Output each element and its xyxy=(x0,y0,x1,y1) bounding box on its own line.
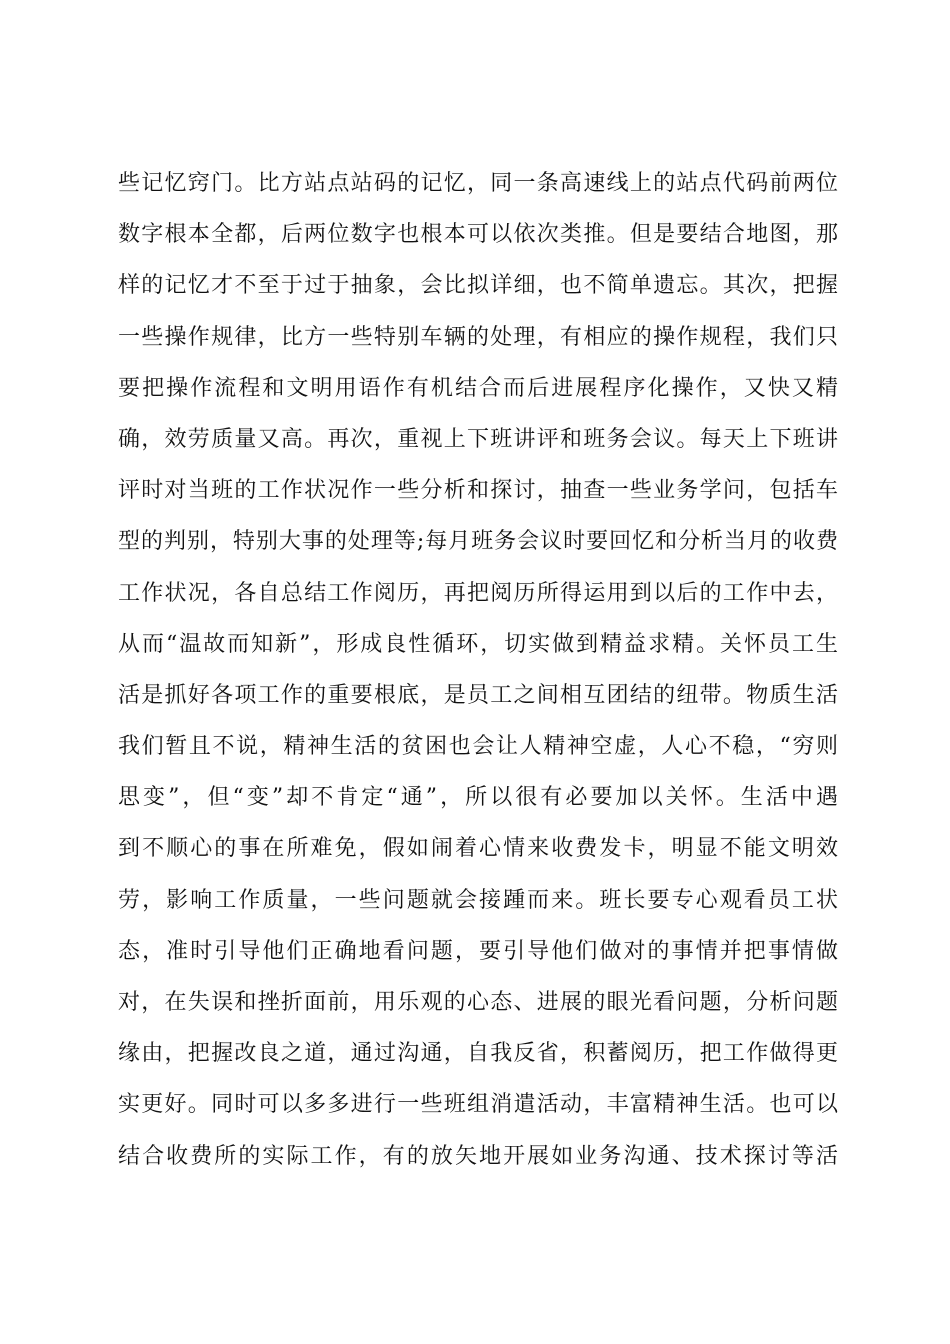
text-line-2: 数字根本全都，后两位数字也根本可以依次类推。但是要结合地图，那 xyxy=(118,222,838,248)
text-line-20: 结合收费所的实际工作，有的放矢地开展如业务沟通、技术探讨等活 xyxy=(118,1143,838,1169)
text-line-9: 工作状况，各自总结工作阅历，再把阅历所得运用到以后的工作中去， xyxy=(118,580,838,606)
text-line-15: 劳，影响工作质量，一些问题就会接踵而来。班长要专心观看员工状 xyxy=(118,887,838,913)
text-line-7: 评时对当班的工作状况作一些分析和探讨，抽查一些业务学问，包括车 xyxy=(118,478,838,504)
text-line-1: 些记忆窍门。比方站点站码的记忆，同一条高速线上的站点代码前两位 xyxy=(118,171,838,196)
text-line-8: 型的判别，特别大事的处理等;每月班务会议时要回忆和分析当月的收费 xyxy=(118,529,838,555)
text-line-6: 确，效劳质量又高。再次，重视上下班讲评和班务会议。每天上下班讲 xyxy=(118,426,838,452)
text-line-18: 缘由，把握改良之道，通过沟通，自我反省，积蓄阅历，把工作做得更 xyxy=(118,1041,838,1067)
text-line-11: 活是抓好各项工作的重要根底，是员工之间相互团结的纽带。物质生活 xyxy=(118,682,838,708)
text-line-10: 从而“温故而知新”，形成良性循环，切实做到精益求精。关怀员工生 xyxy=(118,631,838,657)
text-line-14: 到不顺心的事在所难免，假如闹着心情来收费发卡，明显不能文明效 xyxy=(118,836,838,862)
text-line-5: 要把操作流程和文明用语作有机结合而后进展程序化操作，又快又精 xyxy=(118,375,838,401)
text-line-17: 对，在失误和挫折面前，用乐观的心态、进展的眼光看问题，分析问题 xyxy=(118,990,838,1015)
text-line-19: 实更好。同时可以多多进行一些班组消遣活动，丰富精神生活。也可以 xyxy=(118,1092,838,1118)
body-text xyxy=(118,158,838,1182)
text-line-13: 思变”，但“变”却不肯定“通”，所以很有必要加以关怀。生活中遇 xyxy=(118,785,838,811)
text-line-16: 态，准时引导他们正确地看问题，要引导他们做对的事情并把事情做 xyxy=(118,938,838,964)
text-line-12: 我们暂且不说，精神生活的贫困也会让人精神空虚，人心不稳，“穷则 xyxy=(118,734,838,760)
text-line-4: 一些操作规律，比方一些特别车辆的处理，有相应的操作规程，我们只 xyxy=(118,324,838,350)
text-line-3: 样的记忆才不至于过于抽象，会比拟详细，也不简单遗忘。其次，把握 xyxy=(118,273,838,299)
